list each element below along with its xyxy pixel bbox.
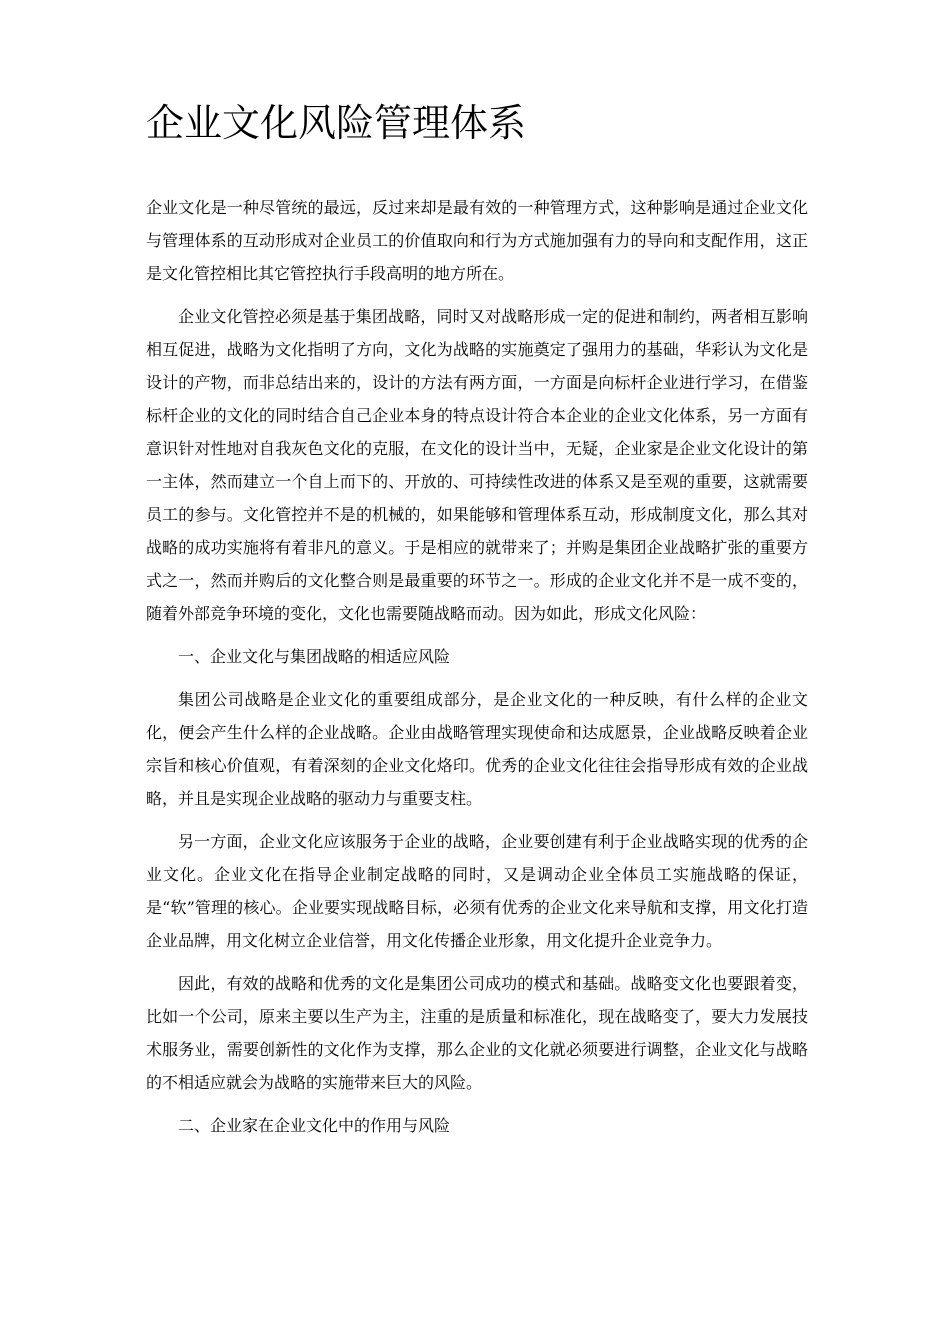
paragraph-strategy-control: 企业文化管控必须是基于集团战略，同时又对战略形成一定的促进和制约，两者相互影响相互促进，战略为文化指明了方向，文化为战略的实施奠定了强用力的基础，华彩认为文化是设计的产物，而非总结出来的，设计的方法有两方面，一方面是向标杆企业进行学习，在借鉴标杆企业的文化的同时结合自己企业本身的特点设计符合本企业的企业文化体系，另一方面有意识针对性地对自我灰色文化的克服，在文化的设计当中，无疑，企业家是企业文化设计的第一主体，然而建立一个自上而下的、开放的、可持续性改进的体系又是至观的重要，这就需要员工的参与。文化管控并不是的机械的，如果能够和管理体系互动，形成制度文化，那么其对战略的成功实施将有着非凡的意义。于是相应的就带来了；并购是集团企业战略扩张的重要方式之一，然而并购后的文化整合则是最重要的环节之一。形成的企业文化并不是一成不变的，随着外部竞争环境的变化，文化也需要随战略而动。因为如此，形成文化风险：: [146, 307, 808, 623]
paragraph-group-strategy: 集团公司战略是企业文化的重要组成部分，是企业文化的一种反映，有什么样的企业文化，便会产生什么样的企业战略。企业由战略管理实现使命和达成愿景，企业战略反映着企业宗旨和核心价值观，有着深刻的企业文化烙印。优秀的企业文化往往会指导形成有效的企业战略，并且是实现企业战略的驱动力与重要支柱。: [146, 690, 808, 808]
paragraph-intro: 企业文化是一种尽管统的最远，反过来却是最有效的一种管理方式，这种影响是通过企业文化与管理体系的互动形成对企业员工的价值取向和行为方式施加强有力的导向和支配作用，这正是文化管控相比其它管控执行手段高明的地方所在。: [146, 198, 808, 283]
document-title: 企业文化风险管理体系: [146, 101, 527, 145]
section-heading-entrepreneur-role-risk: 二、企业家在企业文化中的作用与风险: [178, 1116, 451, 1135]
document-body: [146, 191, 808, 1152]
paragraph-culture-serves-strategy: 另一方面，企业文化应该服务于企业的战略，企业要创建有利于企业战略实现的优秀的企业文化。企业文化在指导企业制定战略的同时，又是调动企业全体员工实施战略的保证，是“软”管理的核心。企业要实现战略目标，必须有优秀的企业文化来导航和支撑，用文化打造企业品牌，用文化树立企业信誉，用文化传播企业形象，用文化提升企业竞争力。: [146, 832, 808, 950]
paragraph-therefore: 因此，有效的战略和优秀的文化是集团公司成功的模式和基础。战略变文化也要跟着变，比如一个公司，原来主要以生产为主，注重的是质量和标准化，现在战略变了，要大力发展技术服务业，需要创新性的文化作为支撑，那么企业的文化就必须要进行调整，企业文化与战略的不相适应就会为战略的实施带来巨大的风险。: [146, 974, 808, 1092]
section-heading-strategy-fit-risk: 一、企业文化与集团战略的相适应风险: [178, 647, 451, 666]
